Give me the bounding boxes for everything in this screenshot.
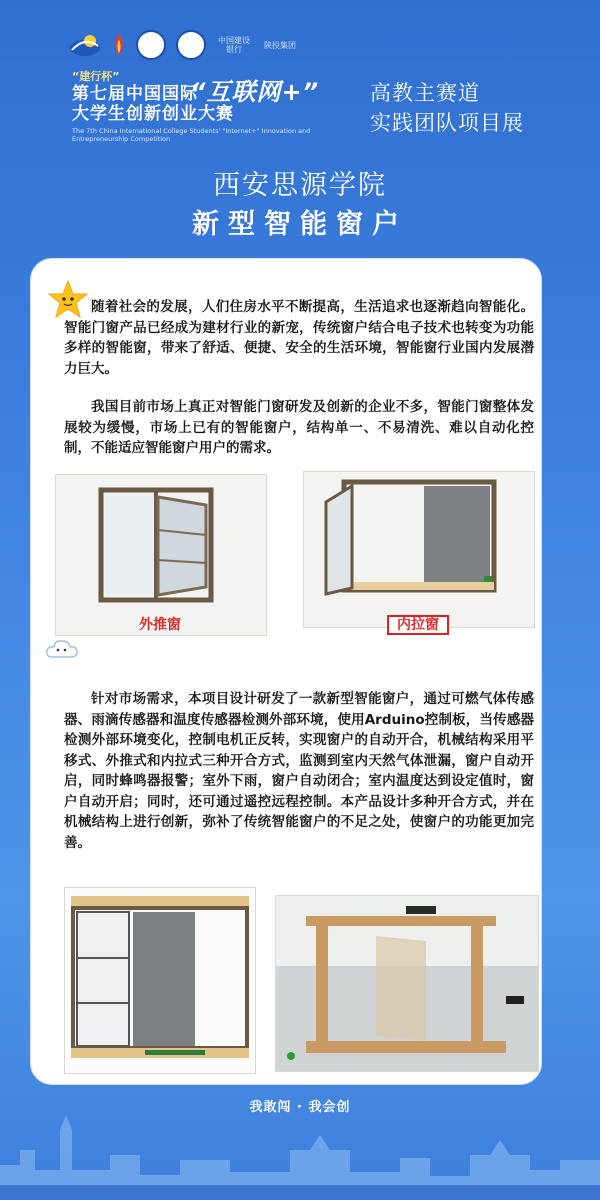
- inward-window-render: [304, 472, 534, 612]
- sliding-window-render-photo: [64, 887, 256, 1074]
- sponsor-logos: [68, 30, 298, 60]
- track-line1: 高教主赛道: [370, 81, 480, 105]
- inward-window-caption-text: 内拉窗: [387, 615, 449, 635]
- competition-logo-icon: [68, 32, 102, 58]
- track-label: [370, 78, 524, 138]
- flame-logo-icon: [112, 32, 126, 58]
- group-logo: 陕投集团: [264, 40, 296, 50]
- competition-line1: 第七届中国国际: [72, 84, 198, 104]
- footer-slogan: 我敢闯 · 我会创: [249, 1100, 351, 1115]
- project-title: 新型智能窗户: [192, 209, 408, 240]
- bank-logo: 中国建设银行: [218, 36, 250, 54]
- prototype-render: [276, 896, 538, 1071]
- school-name: 西安思源学院: [213, 170, 387, 201]
- cloud-icon: [45, 637, 79, 659]
- competition-english: The 7th China International College Students' "Internet+" Innovation and Entrepreneurship Competition: [72, 127, 311, 143]
- inward-window-photo: [303, 471, 535, 628]
- outward-window-caption: 外推窗: [139, 617, 181, 633]
- intro-paragraph: 随着社会的发展，人们住房水平不断提高，生活追求也逐渐趋向智能化。智能门窗产品已经成为建材行业的新宠，传统窗户结合电子技术也转变为功能多样的智能窗，带来了舒适、便捷、安全的生活环境，智能窗行业国内发展潜力巨大。: [64, 299, 534, 377]
- internet-plus-logo: “互联网+”: [190, 78, 320, 106]
- solution-paragraph: 针对市场需求，本项目设计研发了一款新型智能窗户，通过可燃气体传感器、雨滴传感器和温度传感器检测外部环境，使用Arduino控制板，当传感器检测外部环境变化，控制电机正反转，实现窗户的自动开合，机械结构采用平移式、外推式和内拉式三种开合方式，监测到室内天然气体泄漏，窗户自动开启，同时蜂鸣器报警；室外下雨，窗户自动闭合；室内温度达到设定值时，窗户自动开启；同时，还可通过遥控远程控制。本产品设计多种开合方式，并在机械结构上进行创新，弥补了传统智能窗户的不足之处，使窗户的功能更加完善。: [64, 691, 534, 851]
- market-paragraph: 我国目前市场上真正对智能门窗研发及创新的企业不多，智能门窗整体发展较为缓慢，市场上已有的智能窗户，结构单一、不易清洗、难以自动化控制，不能适应智能窗户用户的需求。: [64, 399, 534, 456]
- campus-skyline-icon: [0, 1110, 600, 1200]
- competition-line2: 大学生创新创业大赛: [72, 104, 234, 124]
- university-seal-icon: [136, 30, 166, 60]
- competition-sponsor: “建行杯”: [72, 70, 120, 83]
- prototype-photo: [275, 895, 539, 1072]
- inward-window-caption: [303, 614, 533, 634]
- content-card: [30, 258, 542, 1085]
- outward-window-photo: [55, 474, 267, 636]
- poster-header: [0, 0, 600, 250]
- provincial-seal-icon: [176, 30, 206, 60]
- sliding-window-render: [65, 888, 255, 1073]
- outward-window-render: [56, 475, 266, 615]
- track-line2: 实践团队项目展: [370, 111, 524, 135]
